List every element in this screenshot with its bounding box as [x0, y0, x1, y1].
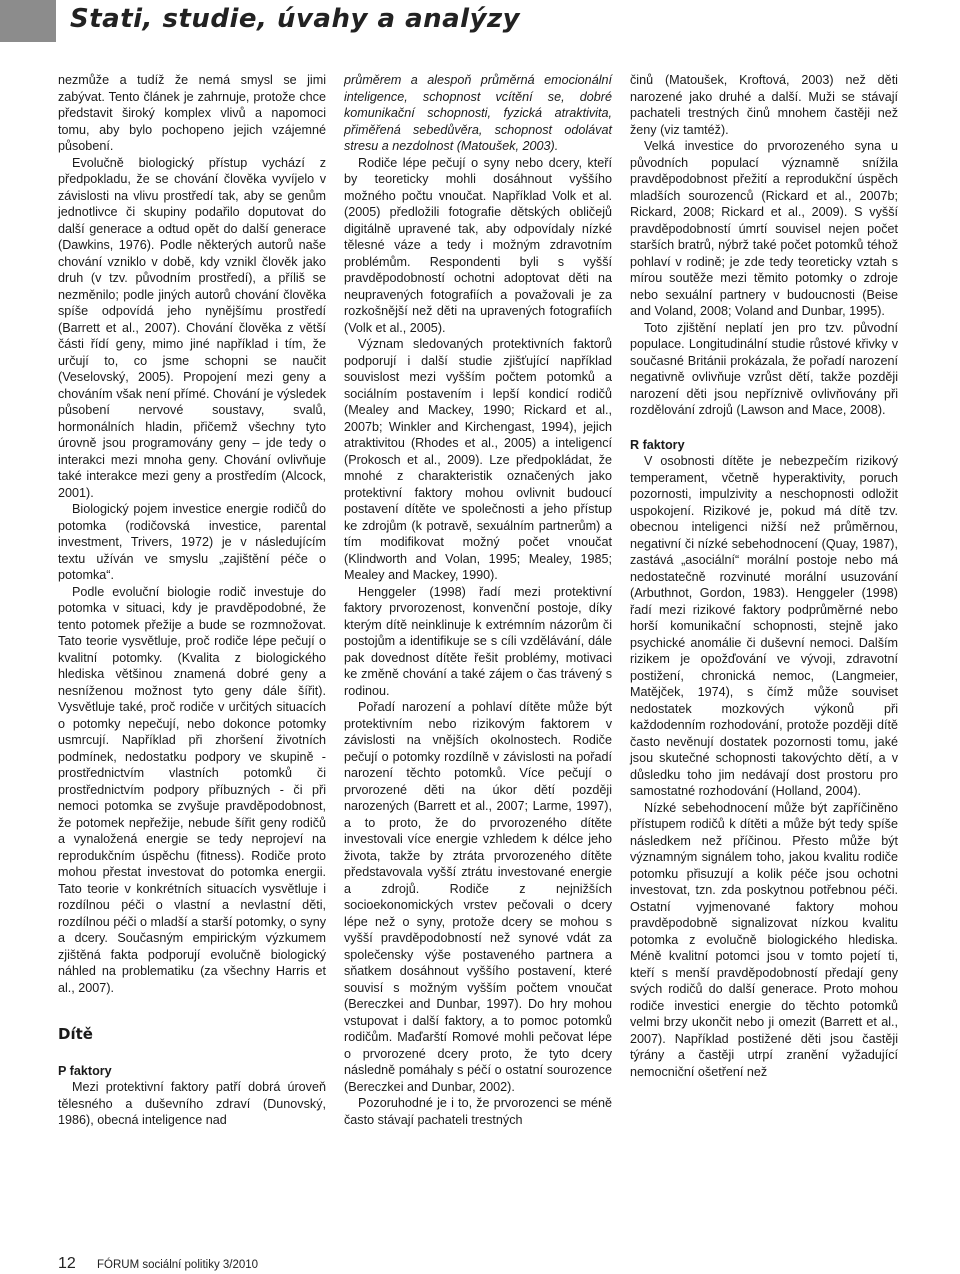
paragraph: nezmůže a tudíž že nemá smysl se jimi zabývat. Tento článek je zahrnuje, protože chce představit široký komplex vlivů a napomoci tomu, aby bylo pochopeno jejich vzájemné působení.: [58, 73, 326, 153]
paragraph: Evolučně biologický přístup vychází z předpokladu, že se chování člověka vyvíjelo v závislosti na vlivu prostředí tak, aby se genům jednotlivce či skupiny podařilo doputovat do další generace a odtud opět do další generace (Dawkins, 1976). Podle některých autorů naše chování vzniklo v době, kdy vznikl člověk jako druh (v tzv. původním prostředí), a příliš se nezměnilo; podle jiných autorů chování člověka spíše odpovídá jeho nynějšímu prostředí (Barrett et al., 2007). Chování člověka z větší části řídí geny, mimo jiné například i tím, že určují to, co jsme schopni se naučit (Veselovský, 2005). Propojení mezi geny a chováním však není přímé. Chování je výsledek působení nervové soustavy, svalů, hormonálních hladin, přičemž všechny tyto úrovně jsou programovány geny – jde tedy o interakci mezi mnoha geny. Chování ovlivňuje také interakce mezi geny a prostředím (Alcock, 2001).: [58, 155, 326, 500]
paragraph: V osobnosti dítěte je nebezpečím rizikový temperament, včetně hyperaktivity, poruch pozornosti, impulzivity a neschopnosti odložit uspokojení. Rizikové je, pokud má dítě tzv. obecnou inteligenci nižší než průměrnou, negativní či nízké sebehodnocení (Quay, 1987), zastává „asociální“ morální postoje nebo má nedostatečně rozvinuté morální usuzování (Arbuthnot, Gordon, 1983). Henggeler (1998) řadí mezi rizikové faktory podprůměrné nebo horší komunikační schopnosti, stejně jako psychické anomálie či duševní nemoci. Dalším rizikem je opožďování ve vývoji, zdravotní postižení, chronická nemoc, (Langmeier, Matějček, 1974), s čímž může souviset nedostatek mozkových výkonů při každodenním rozhodování, protože později dítě často nevěnují dostatek pozornosti tomu, jaké jsou skutečné schopnosti takovýchto dětí, a v důsledku toho jim nedávají dost prostoru pro samostatné rozhodování (Holland, 2004).: [630, 454, 898, 798]
text-column-3: [630, 72, 898, 1080]
paragraph: Pozoruhodné je i to, že prvorozenci se méně často stávají pachateli trestných: [344, 1096, 612, 1127]
paragraph: Nízké sebehodnocení může být zapříčiněno přístupem rodičů k dítěti a může být tedy spíše následkem než příčinou. Přesto může být významným signálem toho, jakou kvalitu rodiče potomku přisuzují a kolik péče jsou ochotni investovat, tzn. zda poskytnou potřebnou péči. Ostatní vyjmenované faktory mohou pravděpodobně signalizovat nízkou kvalitu potomka z evolučně biologického hlediska. Méně kvalitní potomci jsou v tomto pojetí ti, kteří s menší pravděpodobností předají geny svých rodičů do další generace. Proto mohou rodiče investici energie do těchto potomků velmi brzy ukončit nebo ji omezit (Barrett et al., 2007). Například postižené děti jsou častěji týrány a častěji utrpí zranění vyžadující nemocniční ošetření než: [630, 800, 898, 1079]
paragraph: Podle evoluční biologie rodič investuje do potomka v situaci, kdy je pravděpodobné, že tento potomek přežije a bude se rozmnožovat. Tato teorie vysvětluje, proč rodiče lépe pečují o kvalitní potomky. (Kvalita z biologického hlediska většinou znamená dobré geny a nesníženou možnost tyto geny dále šířit). Vysvětluje také, proč rodiče v určitých situacích o potomky nepečují, nebo dokonce potomky usmrcují. Například při zhoršení životních podmínek, nedostatku podpory ve skupině - prostřednictvím vlastních potomků či prostřednictvím podpory příbuzných - či při nemoci potomka se zvyšuje pravděpodobnost, že potomek nepřežije, nebude šířit geny rodičů a vynaložená energie se tedy neprojeví na reprodukčním úspěchu (fitness). Rodiče proto mohou přestat investovat do potomka energii. Tato teorie v konkrétních situacích vysvětluje i rozdílnou péči o vlastní a nevlastní děti, rozdílnou péči o mladší a starší potomky, o syny a dcery. Současným empirickým výzkumem zjištěná fakta podporují evolučně biologický náhled na problematiku (za všechny Harris et al., 2007).: [58, 584, 326, 995]
paragraph: činů (Matoušek, Kroftová, 2003) než děti narozené jako druhé a další. Muži se stávají pachateli trestných činů mnohem častěji než ženy (viz tamtéž).: [630, 73, 898, 137]
section-header-title: Stati, studie, úvahy a analýzy: [70, 4, 521, 34]
paragraph: průměrem a alespoň průměrná emocionální inteligence, schopnost vcítění se, dobré komunikační schopnosti, fyzická atraktivita, přiměřená sebedůvěra, schopnost odolávat stresu a nezdolnost (Matoušek, 2003).: [344, 73, 612, 153]
paragraph: Toto zjištění neplatí jen pro tzv. původní populace. Longitudinální studie růstové křivky v současné Británii prokázala, že pořadí narození negativně ovlivňuje vzrůst dětí, takže později narození děti jsou nepříznivě ovlivňovány při rozdělování zdrojů (Lawson and Mace, 2008).: [630, 320, 898, 417]
paragraph: Rodiče lépe pečují o syny nebo dcery, kteří by teoreticky mohli dosáhnout vyššího možného počtu vnoučat. Například Volk et al. (2005) předložili fotografie dětských obličejů digitálně upravené tak, aby odpovídaly nízké tělesné váze a tedy i možným zdravotním problémům. Respondenti byli s vyšší pravděpodobností ochotni adoptovat děti na neupravených fotografiích a považovali je za rozkošnější než děti na upravených fotografiích (Volk et al., 2005).: [344, 155, 612, 335]
text-column-2: [344, 72, 612, 1128]
paragraph: Biologický pojem investice energie rodičů do potomka (rodičovská investice, parental investment, Trivers, 1972) je v následujícím textu užíván ve smyslu „zajištění péče o potomka“.: [58, 502, 326, 582]
header-bar: [0, 0, 960, 42]
page-footer: [58, 1255, 258, 1273]
paragraph: Mezi protektivní faktory patří dobrá úroveň tělesného a duševního zdraví (Dunovský, 1986), obecná inteligence nad: [58, 1080, 326, 1127]
paragraph: Henggeler (1998) řadí mezi protektivní faktory prvorozenost, konvenční postoje, díky kterým dítě neinklinuje k extrémním názorům či postojům a identifikuje se s cíli vzdělávání, dále pak dovednost dítěte řešit problémy, motivaci ke změně chování a také zájem o čas trávený s rodinou.: [344, 584, 612, 698]
subheading: P faktory: [58, 1063, 112, 1078]
paragraph: Význam sledovaných protektivních faktorů podporují i další studie zjišťující například souvislost mezi vyšším počtem potomků a sociálním postavením i lepší kondicí rodičů (Mealey and Mackey, 1990; Rickard et al., 2007b; Winkler and Kirchengast, 1994), jejich atraktivitou (Rhodes et al., 2005) a inteligencí (Prokosch et al., 2009). Lze předpokládat, že mnohé z charakteristik označených jako protektivní faktory mohou ovlivnit budoucí postavení dítěte ve společnosti a jeho přístup ke zdrojům (k potravě, sexuálním partnerům) a tím modifikovat možný počet vnoučat (Klindworth and Volan, 1995; Mealey, 1985; Mealey and Mackey, 1990).: [344, 337, 612, 582]
text-column-1: [58, 72, 326, 1129]
header-accent-block: [0, 0, 56, 42]
paragraph: Pořadí narození a pohlaví dítěte může být protektivním nebo rizikovým faktorem v závislosti na vnějších okolnostech. Rodiče pečují o potomky rozdílně v závislosti na pořadí narození těchto potomků. Více pečují o prvorozené děti na úkor dětí později narozených (Barrett et al., 2007; Larme, 1997), a to proto, že do prvorozeného dítěte investovali více energie vzhledem k délce jeho života, takže by ztráta prvorozeného dítěte představovala vyšší ztrátu investované energie a zdrojů. Rodiče z nejnižších socioekonomických vrstev pečovali o dcery lépe než o syny, protože dcery se mohou s vyšší pravděpodobností než synové vdát za společensky výše postaveného partnera a sňatkem dosáhnout vyššího postavení, které souvisí s možným vyšším počtem vnoučat (Bereczkei and Dunbar, 1997). Do hry mohou vstupovat i další faktory, a to pomoc potomků rodičům. Maďarští Romové mohli pečovat lépe o prvorozené dcery proto, že tyto dcery následně pomáhaly s péčí o ostatní sourozence (Bereczkei and Dunbar, 2002).: [344, 700, 612, 1094]
section-title: Dítě: [58, 1025, 93, 1043]
paragraph: Velká investice do prvorozeného syna u původních populací významně snížila pravděpodobnost přežití a reprodukční úspěch mladších sourozenců (Rickard et al., 2007b; Rickard, 2008; Rickard et al., 2009). S vyšší pravděpodobností úmrtí souvisel nejen počet starších bratrů, nýbrž také počet potomků téhož pohlaví v rodině; je zde tedy teoreticky vztah s mírou soutěže mezi těmito potomky o zdroje nebo sexuální partnery v budoucnosti (Beise and Voland, 2008; Voland and Dunbar, 1995).: [630, 139, 898, 318]
subheading: R faktory: [630, 437, 685, 452]
page-number: 12: [58, 1255, 76, 1272]
journal-name: FÓRUM sociální politiky 3/2010: [97, 1259, 259, 1271]
